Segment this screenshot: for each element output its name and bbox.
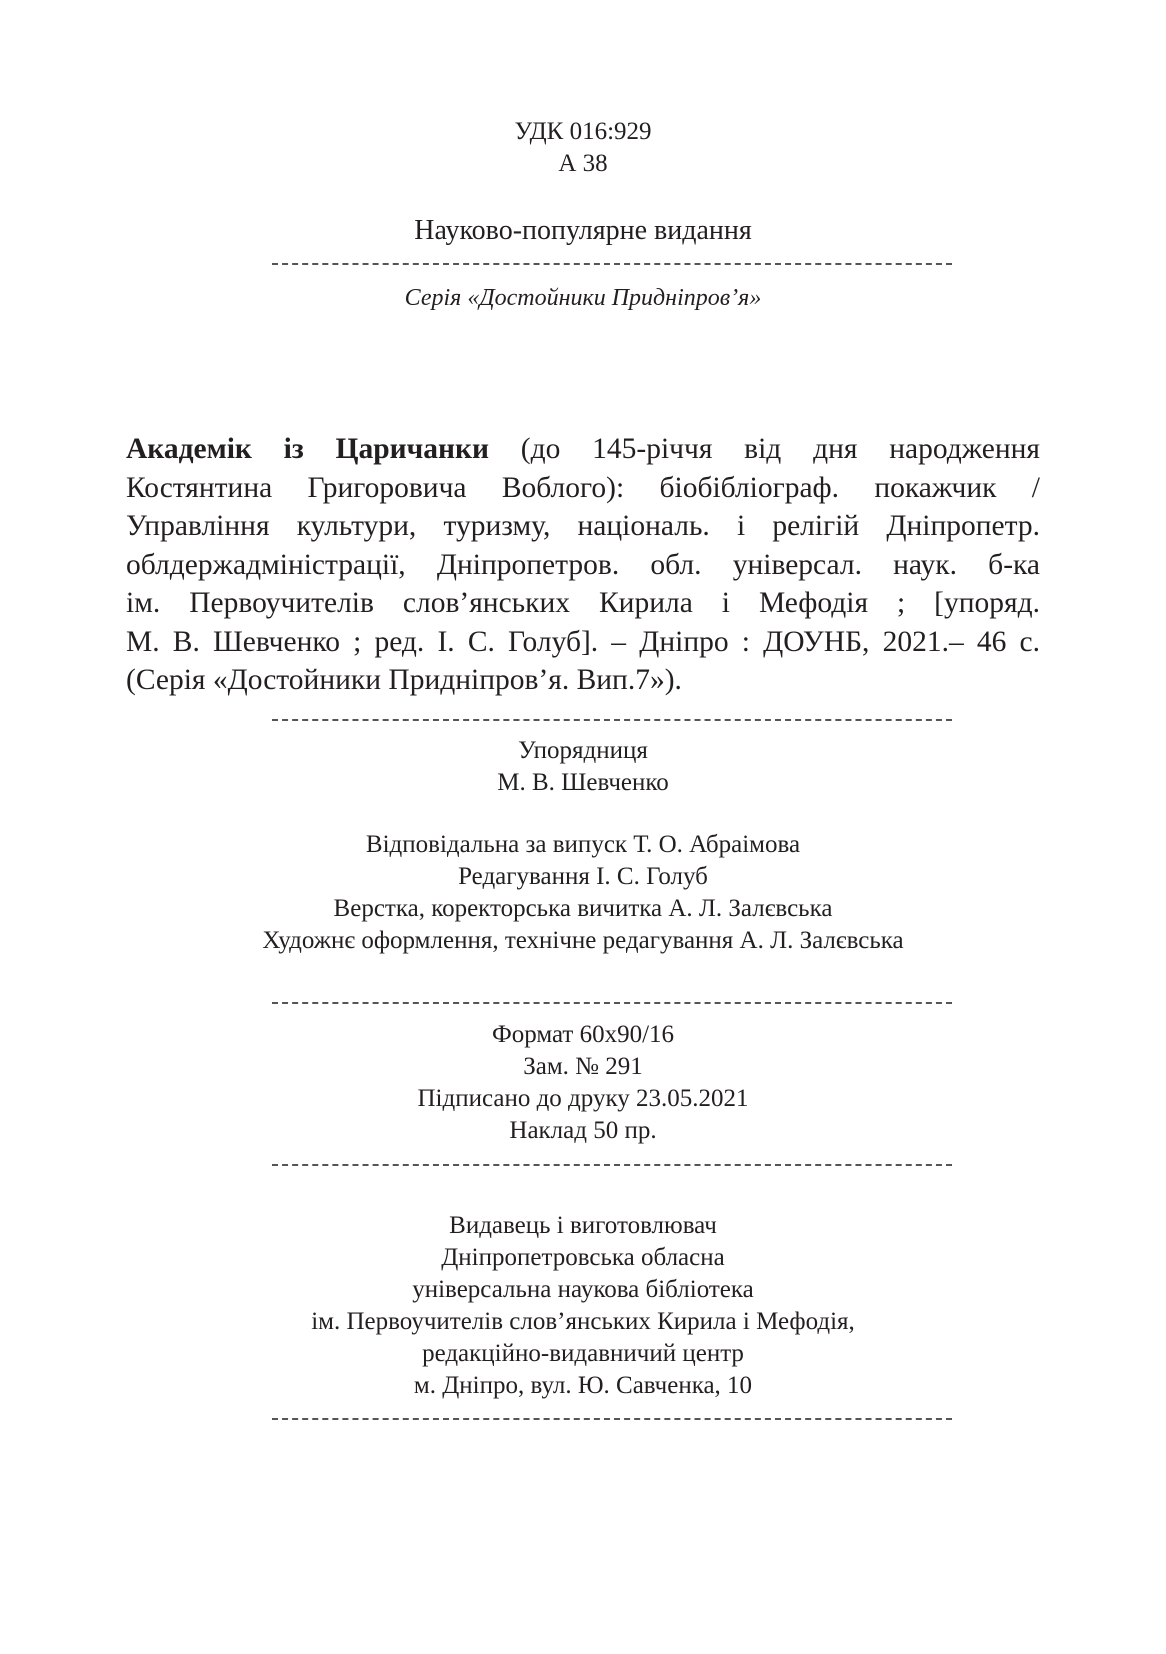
divider (272, 263, 952, 265)
publisher-line: Видавець і виготовлювач (449, 1212, 717, 1239)
abstract-line: Костянтина Григоровича Воблого): біобібліограф. покажчик / (126, 471, 1040, 504)
series-title: Серія «Достойники Придніпров’я» (404, 285, 762, 311)
divider (272, 1002, 952, 1004)
divider (272, 1418, 952, 1420)
abstract-line: М. В. Шевченко ; ред. І. С. Голуб]. – Дніпро : ДОУНБ, 2021.– 46 с. (126, 625, 1040, 658)
print-info-line: Зам. № 291 (523, 1053, 643, 1080)
edition-type: Науково-популярне видання (414, 215, 752, 246)
author-sign-code: А 38 (558, 150, 608, 177)
divider (272, 1164, 952, 1166)
abstract-line: Академік із Царичанки (до 145-річчя від дня народження (126, 433, 1040, 465)
print-info-line: Наклад 50 пр. (509, 1117, 657, 1144)
abstract-line: облдержадміністрації, Дніпропетров. обл. універсал. наук. б-ка (126, 548, 1040, 581)
credit-line: Верстка, коректорська вичитка А. Л. Залєвська (333, 895, 833, 922)
publisher-line: редакційно-видавничий центр (422, 1340, 744, 1367)
print-info-line: Підписано до друку 23.05.2021 (417, 1085, 749, 1112)
udk-code: УДК 016:929 (514, 118, 652, 145)
print-info-line: Формат 60x90/16 (491, 1021, 675, 1048)
abstract-line: Управління культури, туризму, національ. і релігій Дніпропетр. (126, 510, 1040, 542)
bibliographic-abstract (126, 430, 1040, 700)
abstract-line: (Серія «Достойники Придніпров’я. Вип.7»). (126, 664, 682, 696)
book-title: Академік із Царичанки (126, 433, 489, 465)
publisher-line: універсальна наукова бібліотека (412, 1276, 754, 1303)
credit-line: Редагування І. С. Голуб (458, 863, 708, 890)
compiler-name: М. В. Шевченко (497, 769, 669, 796)
compiler-label: Упорядниця (518, 737, 648, 764)
credit-line: Відповідальна за випуск Т. О. Абраімова (365, 831, 801, 858)
publisher-line: ім. Первоучителів слов’янських Кирила і Мефодія, (311, 1308, 855, 1335)
divider (272, 719, 952, 721)
credit-line: Художнє оформлення, технічне редагування А. Л. Залєвська (262, 927, 904, 954)
publisher-line: Дніпропетровська обласна (441, 1244, 725, 1271)
abstract-line: ім. Первоучителів слов’янських Кирила і Мефодія ; [упоряд. (126, 587, 1040, 619)
publisher-line: м. Дніпро, вул. Ю. Савченка, 10 (413, 1372, 753, 1399)
